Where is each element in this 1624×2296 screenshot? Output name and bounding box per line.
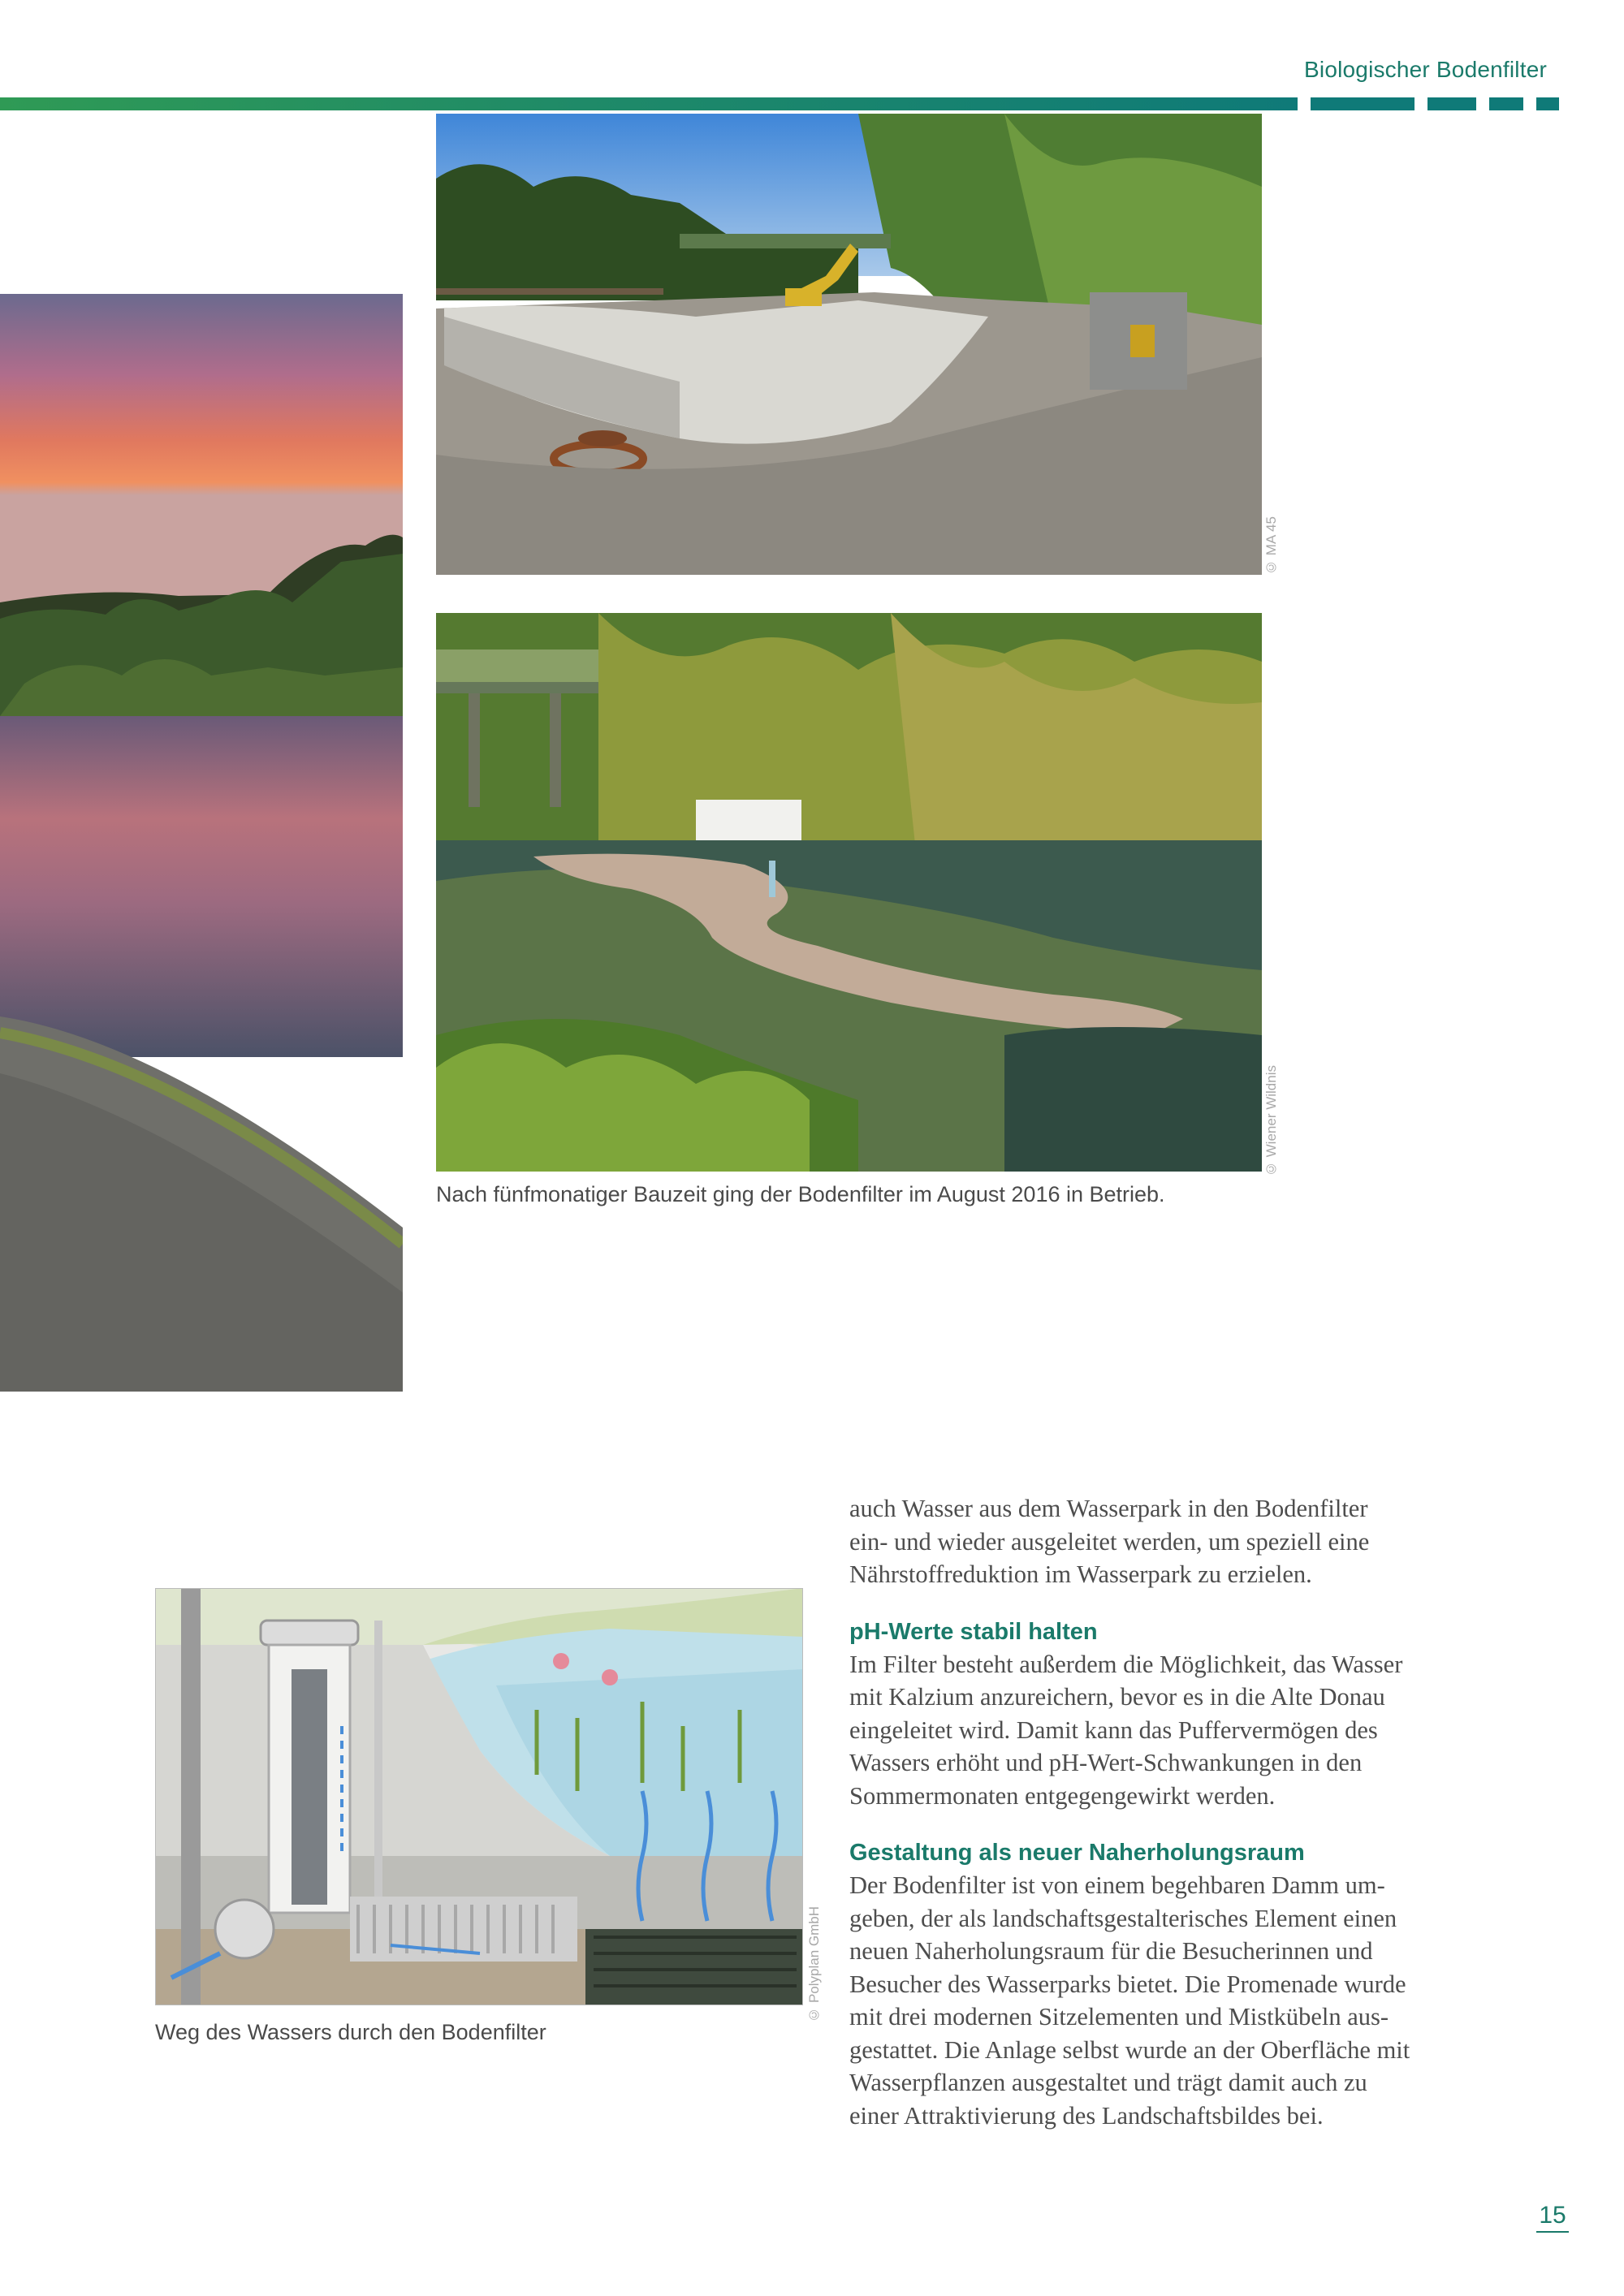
page-number: 15 bbox=[1536, 2202, 1569, 2233]
diagram-credit: © Polyplan GmbH bbox=[806, 1906, 822, 2022]
sunset-river-photo bbox=[0, 294, 403, 1392]
text-line: Wassers erhöht und pH-Wert-Schwankungen in den bbox=[849, 1749, 1363, 1776]
text-line: Besucher des Wasserparks bietet. Die Promenade wurde bbox=[849, 1970, 1406, 1998]
header-rule-segment bbox=[1427, 97, 1476, 110]
section-heading: Gestaltung als neuer Naherholungsraum bbox=[849, 1840, 1305, 1866]
text-line: eingeleitet wird. Damit kann das Puffervermögen des bbox=[849, 1716, 1378, 1744]
header-rule-segment bbox=[1311, 97, 1415, 110]
text-line: mit drei modernen Sitzelementen und Mistkübeln aus- bbox=[849, 2003, 1389, 2031]
text-line: Der Bodenfilter ist von einem begehbaren Damm um- bbox=[849, 1871, 1385, 1899]
article-text-column bbox=[849, 1492, 1580, 2132]
paragraph-ph-values bbox=[849, 1648, 1580, 1813]
construction-photo bbox=[436, 114, 1262, 575]
text-line: neuen Naherholungsraum für die Besucherinnen und bbox=[849, 1937, 1373, 1965]
text-line: mit Kalzium anzureichern, bevor es in die Alte Donau bbox=[849, 1683, 1385, 1711]
text-line: geben, der als landschaftsgestalterisches Element einen bbox=[849, 1904, 1397, 1932]
text-line: Sommermonaten entgegengewirkt werden. bbox=[849, 1781, 1276, 1810]
text-line: gestattet. Die Anlage selbst wurde an der Oberfläche mit bbox=[849, 2035, 1410, 2064]
text-line: Nährstoffreduktion im Wasserpark zu erzielen. bbox=[849, 1560, 1312, 1588]
header-rule-segment bbox=[1536, 97, 1559, 110]
promenade-photo bbox=[436, 613, 1262, 1172]
text-line: einer Attraktivierung des Landschaftsbildes bei. bbox=[849, 2101, 1324, 2130]
text-line: auch Wasser aus dem Wasserpark in den Bodenfilter bbox=[849, 1495, 1368, 1522]
text-line: Wasserpflanzen ausgestaltet und trägt damit auch zu bbox=[849, 2069, 1367, 2096]
photo-credit: © MA 45 bbox=[1263, 516, 1279, 575]
diagram-caption: Weg des Wassers durch den Bodenfilter bbox=[155, 2020, 546, 2044]
text-line: Im Filter besteht außerdem die Möglichkeit, das Wasser bbox=[849, 1650, 1403, 1678]
header-rule bbox=[0, 97, 1298, 110]
text-line: ein- und wieder ausgeleitet werden, um speziell eine bbox=[849, 1527, 1370, 1556]
filter-cross-section-diagram bbox=[155, 1588, 803, 2005]
header-rule-segment bbox=[1489, 97, 1523, 110]
paragraph-intro bbox=[849, 1492, 1580, 1591]
section-heading: pH-Werte stabil halten bbox=[849, 1618, 1098, 1645]
running-header: Biologischer Bodenfilter bbox=[1304, 57, 1547, 82]
photo-credit: © Wiener Wildnis bbox=[1263, 1065, 1279, 1177]
photo-caption: Nach fünfmonatiger Bauzeit ging der Bodenfilter im August 2016 in Betrieb. bbox=[436, 1182, 1165, 1206]
paragraph-recreation-area bbox=[849, 1869, 1580, 2132]
